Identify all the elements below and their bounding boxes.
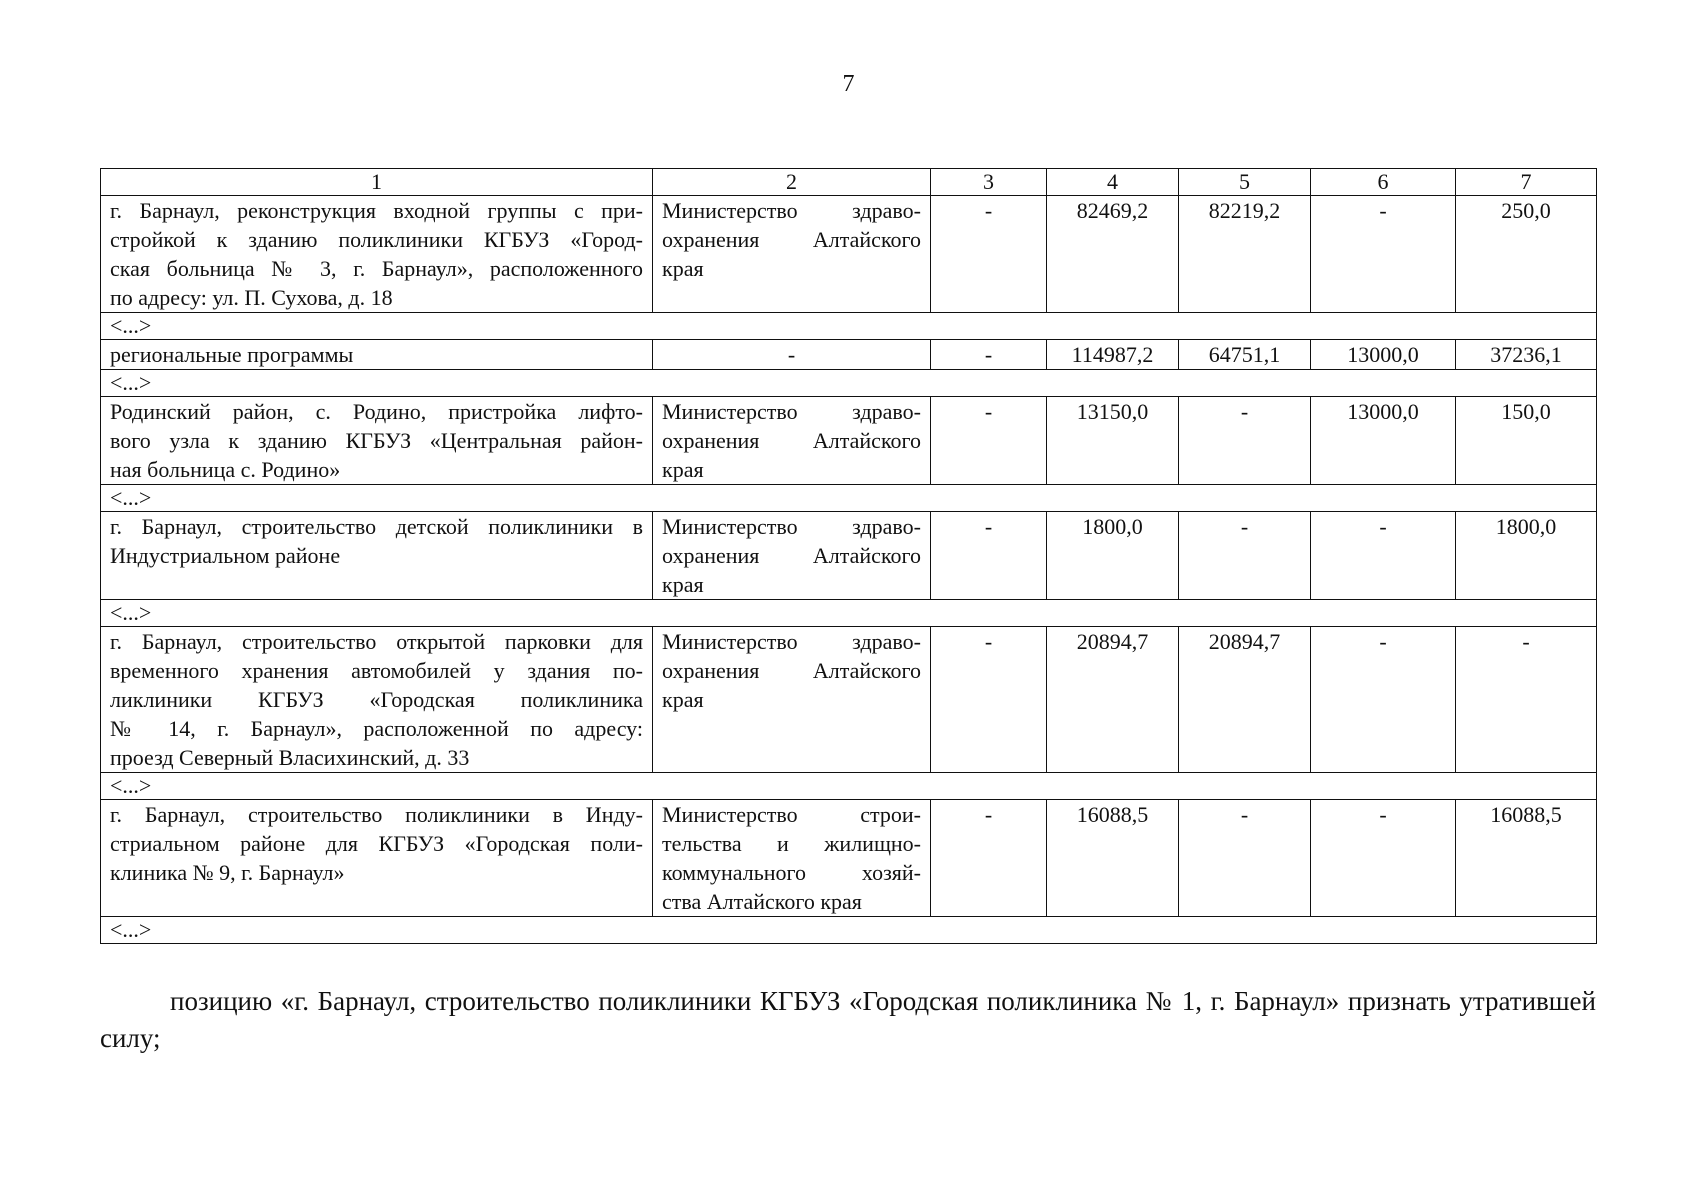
value-cell-col-6: 13000,0 [1311,397,1456,485]
table-row [101,800,1597,917]
ministry-line: края [662,572,704,597]
value-cell-col-5: 64751,1 [1179,340,1311,370]
object-name-cell [101,627,653,773]
value-cell-col-5: - [1179,512,1311,600]
value-cell-col-7: 37236,1 [1456,340,1597,370]
value-cell-col-5: 20894,7 [1179,627,1311,773]
ministry-line: края [662,457,704,482]
value-cell-col-4: 82469,2 [1047,196,1179,313]
omission-row [101,773,1597,800]
value-cell-col-5: - [1179,397,1311,485]
header-col-5: 5 [1179,169,1311,196]
value-cell-col-4: 1800,0 [1047,512,1179,600]
value-cell-col-7: 1800,0 [1456,512,1597,600]
value-cell-col-3: - [931,627,1047,773]
object-name-line: Родинский район, с. Родино, пристройка лифто- [110,399,643,424]
object-name-line: г. Барнаул, строительство детской поликлиники в [110,514,643,539]
value-cell-col-3: - [931,397,1047,485]
header-col-6: 6 [1311,169,1456,196]
object-name-cell [101,340,653,370]
omission-row [101,917,1597,944]
omission-row [101,600,1597,627]
header-col-2: 2 [653,169,931,196]
object-name-line: г. Барнаул, строительство поликлиники в Инду- [110,802,643,827]
ministry-cell [653,512,931,600]
body-paragraph: позицию «г. Барнаул, строительство поликлиники КГБУЗ «Городская поликлиника № 1, г. Барнаул» признать утратившей силу; [100,986,1596,1053]
ministry-line: края [662,256,704,281]
value-cell-col-6: - [1311,512,1456,600]
value-cell-col-7: - [1456,627,1597,773]
table-header-row [101,169,1597,196]
object-name-line: Индустриальном районе [110,543,341,568]
value-cell-col-4: 114987,2 [1047,340,1179,370]
object-name-cell [101,512,653,600]
ministry-cell [653,627,931,773]
page-number: 7 [842,71,855,97]
object-name-cell [101,397,653,485]
ministry-cell [653,800,931,917]
omission-row [101,485,1597,512]
object-name-line: ная больница с. Родино» [110,457,341,482]
object-name-line: проезд Северный Власихинский, д. 33 [110,745,470,770]
value-cell-col-5: 82219,2 [1179,196,1311,313]
value-cell-col-3: - [931,512,1047,600]
ministry-line: охранения Алтайского [662,227,921,252]
ministry-line: Министерство здраво- [662,198,921,223]
ministry-line: охранения Алтайского [662,428,921,453]
ministry-line: Министерство строи- [662,802,921,827]
value-cell-col-5: - [1179,800,1311,917]
omission-mark: <...> [101,370,1597,397]
table-row [101,196,1597,313]
ministry-line: охранения Алтайского [662,658,921,683]
omission-mark: <...> [101,773,1597,800]
ministry-line: ства Алтайского края [662,889,862,914]
value-cell-col-3: - [931,800,1047,917]
ministry-line: края [662,687,704,712]
header-col-7: 7 [1456,169,1597,196]
value-cell-col-7: 150,0 [1456,397,1597,485]
value-cell-col-7: 16088,5 [1456,800,1597,917]
ministry-line: охранения Алтайского [662,543,921,568]
value-cell-col-6: 13000,0 [1311,340,1456,370]
ministry-line: коммунального хозяй- [662,860,921,885]
value-cell-col-6: - [1311,800,1456,917]
value-cell-col-4: 20894,7 [1047,627,1179,773]
object-name-line: стройкой к зданию поликлиники КГБУЗ «Город- [110,227,643,252]
value-cell-col-3: - [931,340,1047,370]
object-name-line: ская больница № 3, г. Барнаул», расположенного [110,256,643,281]
value-cell-col-4: 16088,5 [1047,800,1179,917]
value-cell-col-7: 250,0 [1456,196,1597,313]
object-name-line: клиника № 9, г. Барнаул» [110,860,345,885]
omission-mark: <...> [101,917,1597,944]
object-name-line: ликлиники КГБУЗ «Городская поликлиника [110,687,643,712]
document-table [100,168,1597,944]
omission-mark: <...> [101,485,1597,512]
omission-row [101,370,1597,397]
omission-mark: <...> [101,313,1597,340]
object-name-line: г. Барнаул, реконструкция входной группы с при- [110,198,643,223]
object-name-cell [101,196,653,313]
ministry-cell: - [653,340,931,370]
ministry-line: Министерство здраво- [662,514,921,539]
ministry-line: Министерство здраво- [662,629,921,654]
value-cell-col-6: - [1311,627,1456,773]
ministry-line: Министерство здраво- [662,399,921,424]
ministry-cell [653,196,931,313]
table-row [101,512,1597,600]
object-name-line: стриальном районе для КГБУЗ «Городская поли- [110,831,643,856]
object-name-line: вого узла к зданию КГБУЗ «Центральная район- [110,428,643,453]
value-cell-col-6: - [1311,196,1456,313]
object-name-line: г. Барнаул, строительство открытой парковки для [110,629,643,654]
ministry-line: тельства и жилищно- [662,831,921,856]
table-row [101,627,1597,773]
summary-row [101,340,1597,370]
header-col-3: 3 [931,169,1047,196]
header-col-4: 4 [1047,169,1179,196]
omission-mark: <...> [101,600,1597,627]
object-name-line: временного хранения автомобилей у здания по- [110,658,643,683]
omission-row [101,313,1597,340]
object-name-line: по адресу: ул. П. Сухова, д. 18 [110,285,393,310]
value-cell-col-4: 13150,0 [1047,397,1179,485]
table-row [101,397,1597,485]
header-col-1: 1 [101,169,653,196]
value-cell-col-3: - [931,196,1047,313]
object-name-cell [101,800,653,917]
object-name-line: региональные программы [110,342,354,367]
ministry-cell [653,397,931,485]
object-name-line: № 14, г. Барнаул», расположенной по адресу: [110,716,643,741]
